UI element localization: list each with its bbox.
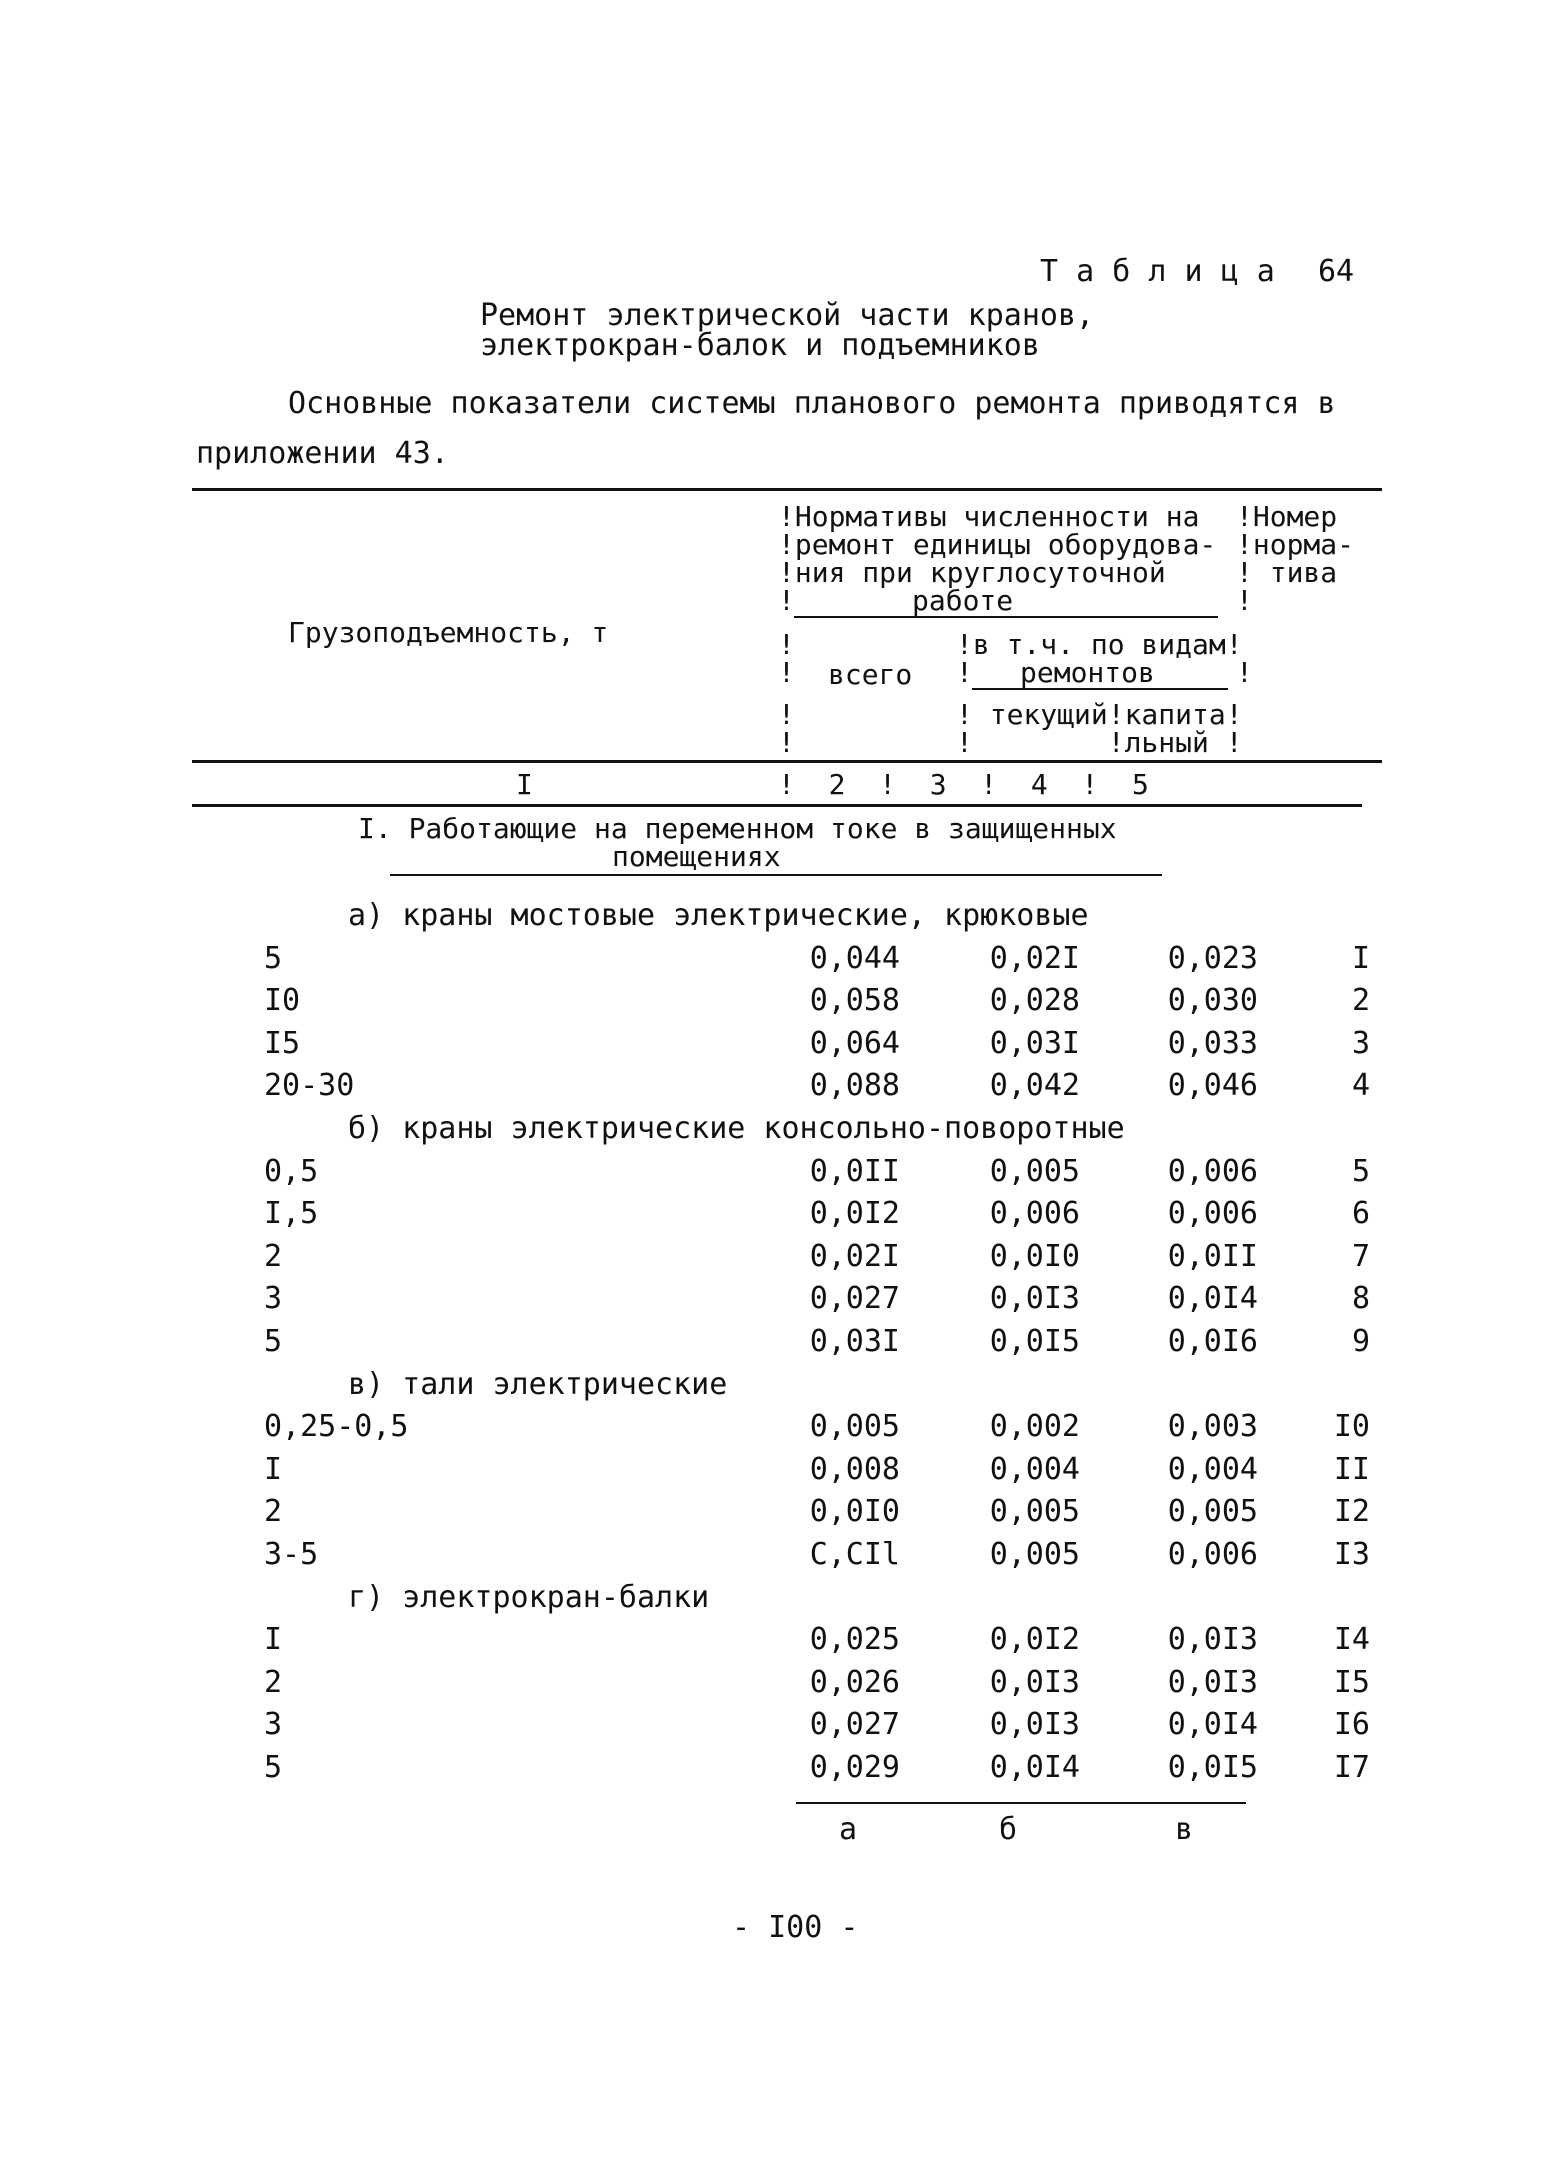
cell-capacity: I,5: [264, 1196, 319, 1232]
cell-capacity: 2: [264, 1238, 283, 1274]
cell-capital: 0,003: [1167, 1409, 1258, 1445]
cell-norm-number: 9: [1351, 1324, 1370, 1359]
header-norm-line-1: !Нормативы численности на: [778, 500, 1200, 533]
cell-norm-number: I6: [1333, 1707, 1370, 1743]
cell-current: 0,0I4: [989, 1750, 1080, 1785]
cell-norm-number: 3: [1351, 1025, 1370, 1061]
cell-norm-number: I7: [1333, 1750, 1370, 1785]
header-norm-line-3: !ния при круглосуточной: [778, 556, 1166, 589]
cell-total: 0,0II: [809, 1153, 900, 1189]
cell-capacity: 5: [264, 940, 283, 976]
cell-current: 0,005: [989, 1494, 1080, 1530]
colnum-1: I: [516, 768, 533, 801]
cell-capacity: 5: [264, 1324, 283, 1359]
cell-norm-number: I3: [1333, 1537, 1370, 1572]
totals-underline: [796, 1802, 1246, 1804]
cell-total: 0,025: [809, 1622, 900, 1658]
cell-current: 0,0I5: [989, 1324, 1080, 1359]
cell-total: 0,0I0: [809, 1494, 900, 1530]
title-line-1: Ремонт электрической части кранов,: [480, 298, 1095, 333]
cell-total: 0,088: [809, 1068, 900, 1104]
cell-total: 0,03I: [809, 1324, 900, 1359]
cell-current: 0,028: [989, 983, 1080, 1019]
cell-norm-number: 6: [1351, 1196, 1370, 1232]
cell-current: 0,0I3: [989, 1664, 1080, 1700]
cell-capacity: 5: [264, 1750, 283, 1785]
cell-norm-number: I5: [1333, 1664, 1370, 1700]
cell-capital: 0,046: [1167, 1068, 1258, 1104]
section-title-line-2: помещениях: [612, 840, 781, 873]
colnum-2-5: ! 2 ! 3 ! 4 ! 5: [778, 768, 1149, 801]
cell-total: 0,064: [809, 1025, 900, 1061]
group-label: а) краны мостовые электрические, крюковые: [348, 898, 1089, 933]
header-current-capital-line-2: ! !льный !: [956, 726, 1243, 759]
cell-capital: 0,030: [1167, 983, 1258, 1019]
cell-norm-number: I: [1351, 940, 1370, 976]
cell-capital: 0,0I4: [1167, 1281, 1258, 1317]
cell-current: 0,004: [989, 1451, 1080, 1487]
header-norm-line-4: !: [778, 584, 795, 617]
cell-total: 0,008: [809, 1451, 900, 1487]
header-excl-c: !: [778, 698, 795, 731]
title-line-2: электрокран-балок и подъемников: [480, 328, 1040, 363]
cell-capacity: 3: [264, 1281, 283, 1317]
header-num-line-3: ! тива: [1236, 556, 1338, 589]
page-number: - I00 -: [732, 1910, 859, 1945]
cell-capacity: 20-30: [264, 1068, 355, 1104]
cell-total: 0,058: [809, 983, 900, 1019]
cell-current: 0,005: [989, 1537, 1080, 1572]
cell-total: 0,02I: [809, 1238, 900, 1274]
header-norm-word-work: работе: [912, 584, 1014, 617]
cell-norm-number: 5: [1351, 1153, 1370, 1189]
header-excl-d: !: [778, 726, 795, 759]
cell-current: 0,006: [989, 1196, 1080, 1232]
group-label: г) электрокран-балки: [348, 1579, 710, 1615]
cell-capital: 0,006: [1167, 1196, 1258, 1232]
header-capacity-label: Грузоподъемность, т: [288, 616, 609, 649]
header-num-line-4: !: [1236, 584, 1253, 617]
table-top-rule: [192, 488, 1382, 491]
header-bottom-rule: [192, 760, 1382, 763]
colnum-bottom-rule: [192, 804, 1362, 807]
cell-capacity: 3: [264, 1707, 283, 1743]
header-excl-a: !: [778, 628, 795, 661]
footer-letter-v: в: [1174, 1812, 1194, 1847]
cell-total: 0,005: [809, 1409, 900, 1445]
cell-norm-number: 8: [1351, 1281, 1370, 1317]
intro-line-1: Основные показатели системы планового ремонта приводятся в: [288, 386, 1336, 421]
cell-total: 0,026: [809, 1664, 900, 1700]
cell-total: C,CIl: [809, 1537, 900, 1572]
cell-capital: 0,0I5: [1167, 1750, 1258, 1785]
intro-line-2: приложении 43.: [196, 436, 449, 471]
cell-current: 0,0I3: [989, 1707, 1080, 1743]
group-label: в) тали электрические: [348, 1366, 728, 1402]
cell-capital: 0,0I6: [1167, 1324, 1258, 1359]
header-excl-b: !: [778, 656, 795, 689]
cell-capacity: 0,5: [264, 1153, 319, 1189]
cell-current: 0,002: [989, 1409, 1080, 1445]
cell-capacity: 2: [264, 1664, 283, 1700]
cell-norm-number: 2: [1351, 983, 1370, 1019]
cell-capacity: 3-5: [264, 1537, 319, 1572]
header-num-line-1: !Номер: [1236, 500, 1338, 533]
header-incl-line-2: !: [956, 656, 973, 689]
cell-total: 0,029: [809, 1750, 900, 1785]
section-title-underline: [390, 874, 1162, 876]
cell-current: 0,0I2: [989, 1622, 1080, 1658]
header-current-capital-line-1: ! текущий!капита!: [956, 698, 1243, 731]
cell-norm-number: I4: [1333, 1622, 1370, 1658]
header-num-line-2: !норма-: [1236, 528, 1355, 561]
header-total: всего: [828, 658, 913, 691]
cell-capital: 0,023: [1167, 940, 1258, 976]
cell-capacity: 2: [264, 1494, 283, 1530]
table-number: 64: [1318, 254, 1355, 289]
cell-norm-number: 4: [1351, 1068, 1370, 1104]
header-norm-line-2: !ремонт единицы оборудова-: [778, 528, 1217, 561]
cell-capital: 0,0II: [1167, 1238, 1258, 1274]
footer-letter-b: б: [998, 1812, 1018, 1847]
cell-capacity: I0: [264, 983, 301, 1019]
cell-norm-number: 7: [1351, 1238, 1370, 1274]
cell-capacity: I: [264, 1622, 283, 1658]
cell-current: 0,0I0: [989, 1238, 1080, 1274]
header-norm-underline: [794, 616, 1218, 618]
cell-total: 0,027: [809, 1707, 900, 1743]
cell-capital: 0,006: [1167, 1153, 1258, 1189]
cell-current: 0,005: [989, 1153, 1080, 1189]
table-label: Т а б л и ц а: [1040, 254, 1275, 289]
cell-current: 0,042: [989, 1068, 1080, 1104]
cell-norm-number: II: [1333, 1451, 1370, 1487]
cell-norm-number: I2: [1333, 1494, 1370, 1530]
cell-capital: 0,033: [1167, 1025, 1258, 1061]
cell-current: 0,03I: [989, 1025, 1080, 1061]
cell-current: 0,0I3: [989, 1281, 1080, 1317]
footer-letter-a: а: [838, 1812, 858, 1847]
cell-capacity: I: [264, 1451, 283, 1487]
cell-capacity: 0,25-0,5: [264, 1409, 409, 1445]
header-incl-underline: [972, 688, 1228, 690]
cell-capital: 0,0I3: [1167, 1664, 1258, 1700]
cell-capital: 0,005: [1167, 1494, 1258, 1530]
cell-total: 0,027: [809, 1281, 900, 1317]
header-incl-word-repairs: ремонтов: [1020, 656, 1155, 689]
section-title-line-1: I. Работающие на переменном токе в защищенных: [358, 812, 1117, 845]
cell-capital: 0,006: [1167, 1537, 1258, 1572]
header-incl-line-2-end: !: [1236, 656, 1253, 689]
cell-capital: 0,0I3: [1167, 1622, 1258, 1658]
header-incl-line-1: !в т.ч. по видам!: [956, 628, 1243, 661]
cell-capital: 0,004: [1167, 1451, 1258, 1487]
cell-norm-number: I0: [1333, 1409, 1370, 1445]
cell-total: 0,044: [809, 940, 900, 976]
group-label: б) краны электрические консольно-поворотные: [348, 1111, 1125, 1146]
cell-capital: 0,0I4: [1167, 1707, 1258, 1743]
cell-total: 0,0I2: [809, 1196, 900, 1232]
cell-capacity: I5: [264, 1025, 301, 1061]
cell-current: 0,02I: [989, 940, 1080, 976]
